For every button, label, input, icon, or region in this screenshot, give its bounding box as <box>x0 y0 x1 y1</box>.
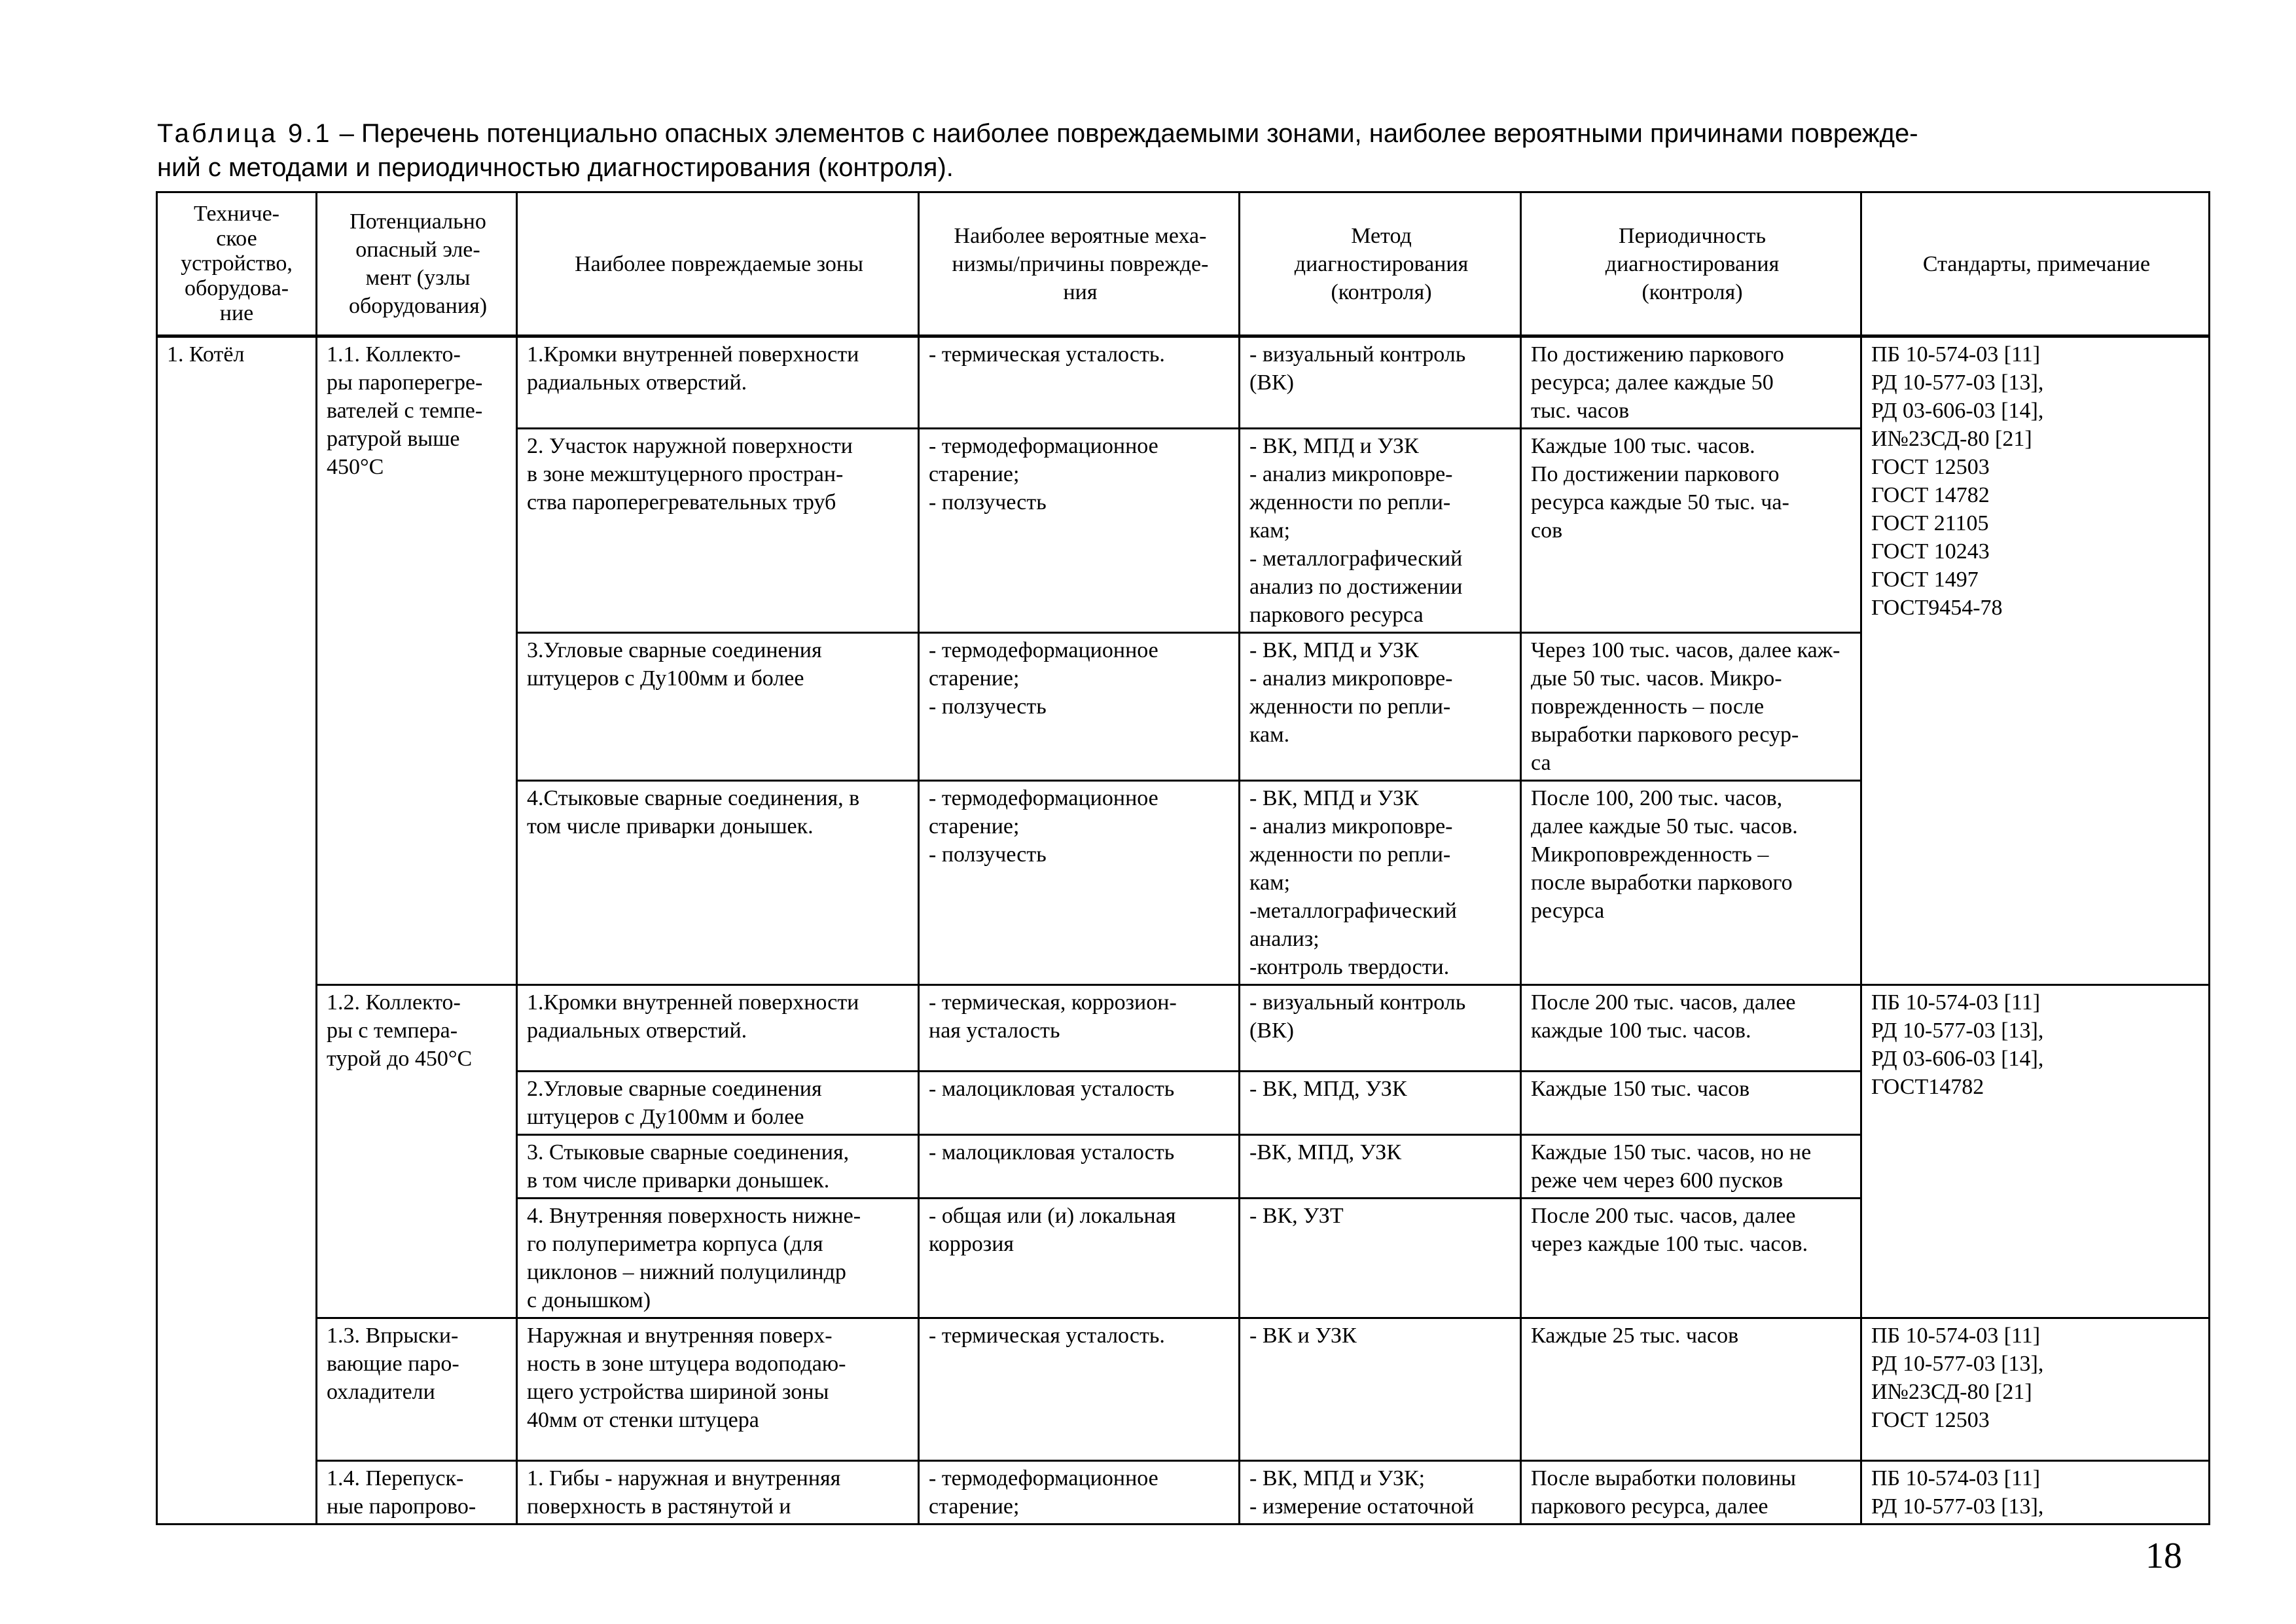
cell-line: Периодичность <box>1619 223 1766 248</box>
cell-line: через каждые 100 тыс. часов. <box>1531 1232 1808 1256</box>
cause-cell <box>919 1199 1240 1318</box>
cell-line: коррозия <box>929 1232 1014 1256</box>
caption-text-line1: – Перечень потенциально опасных элементов с наиболее повреждаемыми зонами, наиболее вероятными причинами поврежде- <box>332 119 1918 148</box>
cause-cell <box>919 985 1240 1072</box>
period-cell <box>1521 985 1861 1072</box>
cause-cell <box>919 336 1240 429</box>
zone-cell <box>517 633 919 781</box>
cell-line: - анализ микроповре- <box>1249 462 1453 486</box>
header-causes <box>919 192 1240 336</box>
cell-line: 1.1. Коллекто- <box>327 342 461 367</box>
method-cell <box>1240 985 1521 1072</box>
cell-line: старение; <box>929 462 1020 486</box>
standards-cell <box>1861 336 2210 985</box>
period-cell <box>1521 1072 1861 1135</box>
method-cell <box>1240 1072 1521 1135</box>
cell-line: вающие паро- <box>327 1352 459 1376</box>
standards-cell <box>1861 1461 2210 1525</box>
cell-line: - термодеформационное <box>929 638 1158 662</box>
cell-line: после выработки паркового <box>1531 871 1793 895</box>
cell-line: диагностирования <box>1294 251 1469 276</box>
cell-line: - общая или (и) локальная <box>929 1204 1176 1228</box>
cell-line: реже чем через 600 пусков <box>1531 1168 1784 1193</box>
header-zones <box>517 192 919 336</box>
cell-line: старение; <box>929 1494 1020 1519</box>
cause-cell <box>919 1461 1240 1525</box>
cell-line: Метод <box>1351 223 1412 248</box>
cell-line: выработки паркового ресур- <box>1531 723 1799 747</box>
cell-line: Наиболее повреждаемые зоны <box>575 251 863 276</box>
standards-cell <box>1861 985 2210 1318</box>
cell-line: Потенциально <box>350 209 486 234</box>
table-caption <box>157 117 2193 185</box>
cell-line: - ВК, МПД и УЗК <box>1249 786 1419 810</box>
cell-line: ресурса каждые 50 тыс. ча- <box>1531 490 1789 514</box>
cell-line: РД 10-577-03 [13], <box>1871 1019 2044 1043</box>
table-row <box>157 985 2210 1072</box>
cell-line: - ВК, МПД, УЗК <box>1249 1077 1407 1101</box>
cell-line: 4. Внутренняя поверхность нижне- <box>527 1204 861 1228</box>
cell-line: 1. Котёл <box>167 342 245 367</box>
zone-cell <box>517 1318 919 1461</box>
cell-line: опасный эле- <box>355 238 480 262</box>
caption-label: Таблица 9.1 <box>157 119 332 148</box>
period-cell <box>1521 1135 1861 1199</box>
cell-line: - ВК, МПД и УЗК; <box>1249 1466 1426 1490</box>
cell-line: ресурса; далее каждые 50 <box>1531 370 1774 395</box>
cell-line: (ВК) <box>1249 370 1294 395</box>
cell-line: 3. Стыковые сварные соединения, <box>527 1140 850 1164</box>
zone-cell <box>517 1072 919 1135</box>
cell-line: И№23СД-80 [21] <box>1871 1380 2032 1404</box>
cell-line: 1.4. Перепуск- <box>327 1466 464 1490</box>
cell-line: Каждые 25 тыс. часов <box>1531 1324 1739 1348</box>
cell-line: 450°С <box>327 455 384 479</box>
header-periodicity <box>1521 192 1861 336</box>
cell-line: 1.2. Коллекто- <box>327 990 461 1015</box>
cell-line: - малоцикловая усталость <box>929 1077 1175 1101</box>
cell-line: штуцеров с Ду100мм и более <box>527 666 804 691</box>
element-cell <box>317 1461 517 1525</box>
element-cell <box>317 336 517 985</box>
cell-line: - металлографический <box>1249 547 1463 571</box>
cell-line: ратурой выше <box>327 427 460 451</box>
element-cell <box>317 985 517 1318</box>
cell-line: тыс. часов <box>1531 399 1630 423</box>
cell-line: 2.Угловые сварные соединения <box>527 1077 822 1101</box>
cell-line: диагностирования <box>1605 251 1780 276</box>
period-cell <box>1521 1318 1861 1461</box>
cell-line: ГОСТ 21105 <box>1871 511 1989 535</box>
cell-line: старение; <box>929 666 1020 691</box>
cell-line: дые 50 тыс. часов. Микро- <box>1531 666 1782 691</box>
cell-line: штуцеров с Ду100мм и более <box>527 1105 804 1129</box>
cell-line: вателей с темпе- <box>327 399 483 423</box>
cell-line: са <box>1531 751 1551 775</box>
cell-line: анализ по достижении <box>1249 575 1463 599</box>
cell-line: сов <box>1531 518 1563 543</box>
cell-line: мент (узлы <box>365 266 471 290</box>
cell-line: с донышком) <box>527 1288 651 1312</box>
zone-cell <box>517 429 919 633</box>
cell-line: - ВК и УЗК <box>1249 1324 1357 1348</box>
cell-line: ния <box>1063 280 1098 304</box>
cell-line: - анализ микроповре- <box>1249 666 1453 691</box>
cell-line: Каждые 150 тыс. часов, но не <box>1531 1140 1812 1164</box>
cell-line: ПБ 10-574-03 [11] <box>1871 1466 2041 1490</box>
cell-line: Наружная и внутренняя поверх- <box>527 1324 833 1348</box>
period-cell <box>1521 1461 1861 1525</box>
cell-line: ГОСТ14782 <box>1871 1075 1984 1099</box>
cause-cell <box>919 429 1240 633</box>
table-row <box>157 1318 2210 1461</box>
cell-line: жденности по репли- <box>1249 842 1451 867</box>
cell-line: турой до 450°С <box>327 1047 473 1071</box>
cell-line: охладители <box>327 1380 435 1404</box>
cell-line: РД 10-577-03 [13], <box>1871 1494 2044 1519</box>
caption-text-line2: ний с методами и периодичностью диагностирования (контроля). <box>157 153 954 182</box>
method-cell <box>1240 781 1521 985</box>
cause-cell <box>919 633 1240 781</box>
cell-line: 2. Участок наружной поверхности <box>527 434 853 458</box>
cell-line: ПБ 10-574-03 [11] <box>1871 342 2041 367</box>
period-cell <box>1521 781 1861 985</box>
cell-line: в зоне межштуцерного простран- <box>527 462 844 486</box>
cell-line: кам. <box>1249 723 1290 747</box>
cell-line: Стандарты, примечание <box>1922 251 2151 276</box>
method-cell <box>1240 1461 1521 1525</box>
cell-line: паркового ресурса, далее <box>1531 1494 1768 1519</box>
cell-line: - анализ микроповре- <box>1249 814 1453 839</box>
cell-line: в том числе приварки донышек. <box>527 1168 830 1193</box>
cause-cell <box>919 1072 1240 1135</box>
cell-line: щего устройства шириной зоны <box>527 1380 829 1404</box>
cell-line: ПБ 10-574-03 [11] <box>1871 1324 2041 1348</box>
cell-line: (контроля) <box>1331 280 1432 304</box>
cell-line: - ползучесть <box>929 695 1047 719</box>
cell-line: - визуальный контроль <box>1249 342 1466 367</box>
cell-line: (контроля) <box>1641 280 1743 304</box>
header-element <box>317 192 517 336</box>
cell-line: - термодеформационное <box>929 1466 1158 1490</box>
cell-line: кам; <box>1249 518 1291 543</box>
zone-cell <box>517 1461 919 1525</box>
cell-line: 1. Гибы - наружная и внутренняя <box>527 1466 841 1490</box>
cell-line: - ВК, МПД и УЗК <box>1249 434 1419 458</box>
cell-line: И№23СД-80 [21] <box>1871 427 2032 451</box>
cell-line: После 200 тыс. часов, далее <box>1531 1204 1796 1228</box>
cell-line: ПБ 10-574-03 [11] <box>1871 990 2041 1015</box>
cell-line: жденности по репли- <box>1249 490 1451 514</box>
cell-line: 3.Угловые сварные соединения <box>527 638 822 662</box>
cell-line: радиальных отверстий. <box>527 1019 747 1043</box>
method-cell <box>1240 633 1521 781</box>
cell-line: 1.3. Впрыски- <box>327 1324 459 1348</box>
cell-line: го полупериметра корпуса (для <box>527 1232 823 1256</box>
cell-line: Микроповрежденность – <box>1531 842 1769 867</box>
cell-line: По достижению паркового <box>1531 342 1784 367</box>
standards-cell <box>1861 1318 2210 1461</box>
cell-line: ства пароперегревательных труб <box>527 490 836 514</box>
cell-line: ные паропрово- <box>327 1494 476 1519</box>
cell-line: РД 10-577-03 [13], <box>1871 1352 2044 1376</box>
cell-line: По достижении паркового <box>1531 462 1780 486</box>
cell-line: ГОСТ 12503 <box>1871 1408 1990 1432</box>
cell-line: ГОСТ9454-78 <box>1871 596 2003 620</box>
method-cell <box>1240 1135 1521 1199</box>
cell-line: - ползучесть <box>929 842 1047 867</box>
cell-line: - ВК, МПД и УЗК <box>1249 638 1419 662</box>
cell-line: поврежденность – после <box>1531 695 1765 719</box>
cell-line: РД 03-606-03 [14], <box>1871 399 2044 423</box>
cell-line: - ползучесть <box>929 490 1047 514</box>
cell-line: -ВК, МПД, УЗК <box>1249 1140 1401 1164</box>
cell-line: ры с темпера- <box>327 1019 458 1043</box>
cause-cell <box>919 1135 1240 1199</box>
cell-line: - термическая усталость. <box>929 1324 1165 1348</box>
table-row <box>157 336 2210 429</box>
device-cell <box>157 336 317 1525</box>
cell-line: После 200 тыс. часов, далее <box>1531 990 1796 1015</box>
header-device <box>157 192 317 336</box>
cell-line: РД 03-606-03 [14], <box>1871 1047 2044 1071</box>
cell-line: После выработки половины <box>1531 1466 1796 1490</box>
cell-line: 1.Кромки внутренней поверхности <box>527 342 859 367</box>
method-cell <box>1240 1318 1521 1461</box>
cell-line: - термическая, коррозион- <box>929 990 1177 1015</box>
element-cell <box>317 1318 517 1461</box>
cell-line: Каждые 150 тыс. часов <box>1531 1077 1750 1101</box>
cell-line: далее каждые 50 тыс. часов. <box>1531 814 1798 839</box>
cell-line: -контроль твердости. <box>1249 955 1450 979</box>
header-standards <box>1861 192 2210 336</box>
zone-cell <box>517 336 919 429</box>
cell-line: устройство, <box>181 251 293 276</box>
zone-cell <box>517 781 919 985</box>
cause-cell <box>919 781 1240 985</box>
period-cell <box>1521 1199 1861 1318</box>
cell-line: ГОСТ 1497 <box>1871 568 1979 592</box>
cell-line: 1.Кромки внутренней поверхности <box>527 990 859 1015</box>
cell-line: - термодеформационное <box>929 786 1158 810</box>
period-cell <box>1521 336 1861 429</box>
table-row <box>157 1461 2210 1525</box>
cell-line: Техниче- <box>193 202 280 226</box>
page-number: 18 <box>2145 1536 2182 1576</box>
header-row <box>157 192 2210 336</box>
cell-line: радиальных отверстий. <box>527 370 747 395</box>
cell-line: ресурса <box>1531 899 1605 923</box>
cell-line: 40мм от стенки штуцера <box>527 1408 759 1432</box>
cell-line: - термодеформационное <box>929 434 1158 458</box>
cell-line: жденности по репли- <box>1249 695 1451 719</box>
header-method <box>1240 192 1521 336</box>
cell-line: Каждые 100 тыс. часов. <box>1531 434 1755 458</box>
cell-line: -металлографический <box>1249 899 1457 923</box>
cell-line: ная усталость <box>929 1019 1060 1043</box>
cell-line: РД 10-577-03 [13], <box>1871 370 2044 395</box>
cell-line: Наиболее вероятные меха- <box>954 223 1207 248</box>
cell-line: поверхность в растянутой и <box>527 1494 791 1519</box>
cell-line: - визуальный контроль <box>1249 990 1466 1015</box>
cell-line: После 100, 200 тыс. часов, <box>1531 786 1783 810</box>
cause-cell <box>919 1318 1240 1461</box>
method-cell <box>1240 336 1521 429</box>
cell-line: анализ; <box>1249 927 1319 951</box>
cell-line: ние <box>219 301 254 325</box>
zone-cell <box>517 1199 919 1318</box>
cell-line: паркового ресурса <box>1249 603 1424 627</box>
cell-line: ры пароперегре- <box>327 370 483 395</box>
cell-line: оборудова- <box>184 276 289 300</box>
method-cell <box>1240 1199 1521 1318</box>
cell-line: ГОСТ 10243 <box>1871 539 1990 564</box>
cell-line: - измерение остаточной <box>1249 1494 1475 1519</box>
cell-line: кам; <box>1249 871 1291 895</box>
cell-line: ГОСТ 12503 <box>1871 455 1990 479</box>
cell-line: низмы/причины поврежде- <box>952 251 1209 276</box>
cell-line: оборудования) <box>348 294 488 318</box>
cell-line: - малоцикловая усталость <box>929 1140 1175 1164</box>
zone-cell <box>517 1135 919 1199</box>
method-cell <box>1240 429 1521 633</box>
period-cell <box>1521 429 1861 633</box>
cell-line: (ВК) <box>1249 1019 1294 1043</box>
cell-line: Через 100 тыс. часов, далее каж- <box>1531 638 1840 662</box>
cell-line: циклонов – нижний полуцилиндр <box>527 1260 846 1284</box>
cell-line: 4.Стыковые сварные соединения, в <box>527 786 860 810</box>
cell-line: - ВК, УЗТ <box>1249 1204 1344 1228</box>
cell-line: том числе приварки донышек. <box>527 814 814 839</box>
cell-line: старение; <box>929 814 1020 839</box>
cell-line: каждые 100 тыс. часов. <box>1531 1019 1751 1043</box>
cell-line: ГОСТ 14782 <box>1871 483 1990 507</box>
cell-line: ское <box>216 226 257 251</box>
zone-cell <box>517 985 919 1072</box>
diagnostics-table <box>156 191 2210 1525</box>
cell-line: - термическая усталость. <box>929 342 1165 367</box>
period-cell <box>1521 633 1861 781</box>
cell-line: ность в зоне штуцера водоподаю- <box>527 1352 846 1376</box>
